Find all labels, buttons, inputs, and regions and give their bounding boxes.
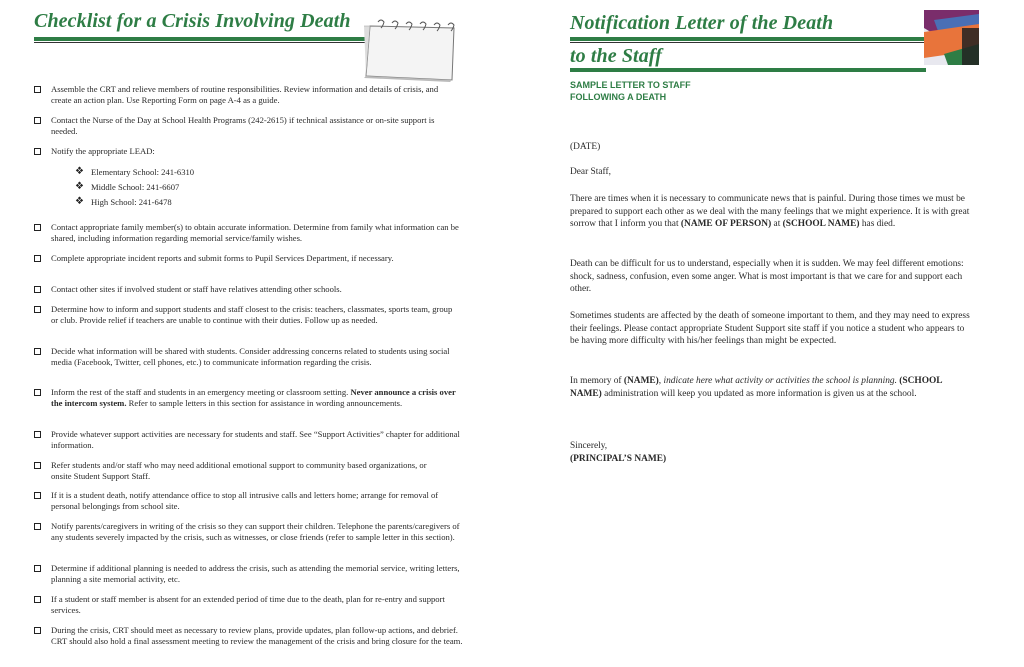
p1-text: There are times when it is necessary to communicate news that is painful. During those times we must be prepared to support each other as we deal with the many feelings that we might experience. It is with great sorrow that I inform you that [570,194,970,230]
p1-school: (SCHOOL NAME) [782,219,860,230]
checklist-item [34,222,461,243]
p4-school: (SCHOOL NAME) [570,376,943,399]
checkbox-icon [34,627,41,634]
checkbox-icon [34,286,41,293]
p4-comma: , [658,376,664,386]
item-text: Contact the Nurse of the Day at School Health Programs (242-2615) if technical assistance or on-site support is needed. [51,115,435,136]
lead-contacts [75,167,194,212]
checkbox-icon [34,462,41,469]
checklist-item [34,146,451,157]
letter-date: (DATE) [570,142,601,152]
checkbox-icon [34,389,41,396]
checkbox-icon [34,86,41,93]
letter-title-line1: Notification Letter of the Death [570,12,834,34]
checklist-item [34,521,463,542]
p1-mid: at [771,219,783,230]
letter-salutation: Dear Staff, [570,167,611,177]
letter-paragraph-4 [570,375,970,400]
letter-paragraph-3: Sometimes students are affected by the death of someone important to them, and they may need to express their feelings. Please contact appropriate Student Support site staff if you notice a student who appears to be having more difficulty with his/her feelings than might be expected. [570,311,970,347]
p1-name: (NAME OF PERSON) [680,219,772,230]
checklist-item [34,594,463,615]
diamond-bullet-icon: ❖ [75,196,84,207]
title-rule-dark [34,42,366,43]
lead-contact-text: Middle School: 241-6607 [91,182,180,192]
item-text: Contact other sites if involved student or staff have relatives attending other schools. [51,284,342,294]
item-text: Assemble the CRT and relieve members of routine responsibilities. Review information and details of crisis, and create an action plan. Use Reporting Form on page A-4 as a guide. [51,84,439,105]
item-text: Determine if additional planning is needed to address the crisis, such as attending the memorial service, writing letters, planning a site memorial activity, etc. [51,563,460,584]
lead-contact [75,182,194,197]
checklist-item [34,284,461,295]
checklist-item [34,346,451,367]
item-text: Contact appropriate family member(s) to obtain accurate information. Determine from family what information can be shared, including information regarding memorial service/family wishes. [51,222,459,243]
item-text: If it is a student death, notify attendance office to stop all intrusive calls and letters home; arrange for removal of personal belongings from school site. [51,490,439,511]
item-text: Determine how to inform and support students and staff closest to the crisis: teachers, classmates, sports team, group or club. Provide relief if teachers are unable to continue with their duties. Follow up as needed. [51,304,453,325]
letter-title-line2: to the Staff [570,45,662,67]
letter-signature: (PRINCIPAL’S NAME) [570,454,667,464]
item-text: Decide what information will be shared with students. Consider addressing concerns related to students using social media (Facebook, Twitter, cell phones, etc.) to communicate information regarding the crisis. [51,346,450,367]
lead-contact [75,197,194,212]
letter-closing: Sincerely, [570,441,608,451]
item-text: Inform the rest of the staff and students in an emergency meeting or classroom setting. [51,387,351,397]
checkbox-icon [34,565,41,572]
p4-end: administration will keep you updated as more information is given us at the school. [601,388,917,399]
checklist-item [34,84,451,105]
checkbox-icon [34,596,41,603]
title-rule-dark [570,42,926,43]
title-rule-2 [570,68,926,72]
item-text: Notify parents/caregivers in writing of the crisis so they can support their children. Telephone the parents/caregivers of any students severely impacted by the crisis, such as witnesses, or close friends (refer to sample letter in this section). [51,521,460,542]
checklist-item [34,460,446,481]
checklist-item [34,490,463,511]
lead-contact-text: Elementary School: 241-6310 [91,167,195,177]
item-text: Refer students and/or staff who may need additional emotional support to community based organizations, or onsite Student Support Staff. [51,460,427,481]
item-text: Refer to sample letters in this section for assistance in wording announcements. [126,397,403,408]
lead-contact [75,167,194,182]
letter-paragraph-1 [570,193,970,231]
corner-graphic-icon [924,10,979,65]
item-text: Provide whatever support activities are necessary for students and staff. See “Support Activities” chapter for additional information. [51,429,460,450]
sample-heading-line2: FOLLOWING A DEATH [570,92,667,102]
checkbox-icon [34,255,41,262]
checklist-item [34,625,463,646]
checkbox-icon [34,431,41,438]
p1-end: has died. [859,219,896,230]
checklist-item [34,563,461,584]
checkbox-icon [34,492,41,499]
checklist-item [34,253,431,264]
notepad-icon [360,18,458,82]
checklist-item [34,304,461,325]
checklist-item [34,387,456,408]
letter-paragraph-2: Death can be difficult for us to understand, especially when it is sudden. We may feel different emotions: shock, sadness, confusion, even some anger. What is most important is that we care for and support each other. [570,259,964,295]
item-text: Complete appropriate incident reports and submit forms to Pupil Services Department, if necessary. [51,253,394,263]
title-rule [34,37,366,41]
diamond-bullet-icon: ❖ [75,166,84,177]
checklist-item [34,429,461,450]
p4-pre: In memory of [570,376,624,386]
item-text: Notify the appropriate LEAD: [51,146,155,156]
sample-heading-line1: SAMPLE LETTER TO STAFF [570,80,691,90]
checkbox-icon [34,306,41,313]
sample-heading [570,79,691,103]
lead-contact-text: High School: 241-6478 [91,197,172,207]
checkbox-icon [34,348,41,355]
checkbox-icon [34,117,41,124]
checkbox-icon [34,224,41,231]
checkbox-icon [34,148,41,155]
item-text: During the crisis, CRT should meet as necessary to review plans, provide updates, plan follow-up actions, and debrief. CRT should also hold a final assessment meeting to review the management of the crisis and bring closure for the team. [51,625,463,646]
checklist-item [34,115,461,136]
title-rule [570,37,926,41]
p4-name: (NAME) [623,376,659,386]
diamond-bullet-icon: ❖ [75,181,84,192]
item-text: If a student or staff member is absent for an extended period of time due to the death, plan for re-entry and support services. [51,594,445,615]
item-text-bold: Never announce a crisis over the intercom system. [51,387,456,408]
p4-italic: indicate here what activity or activities the school is planning. [663,376,897,386]
checkbox-icon [34,523,41,530]
checklist-title: Checklist for a Crisis Involving Death [34,10,351,32]
